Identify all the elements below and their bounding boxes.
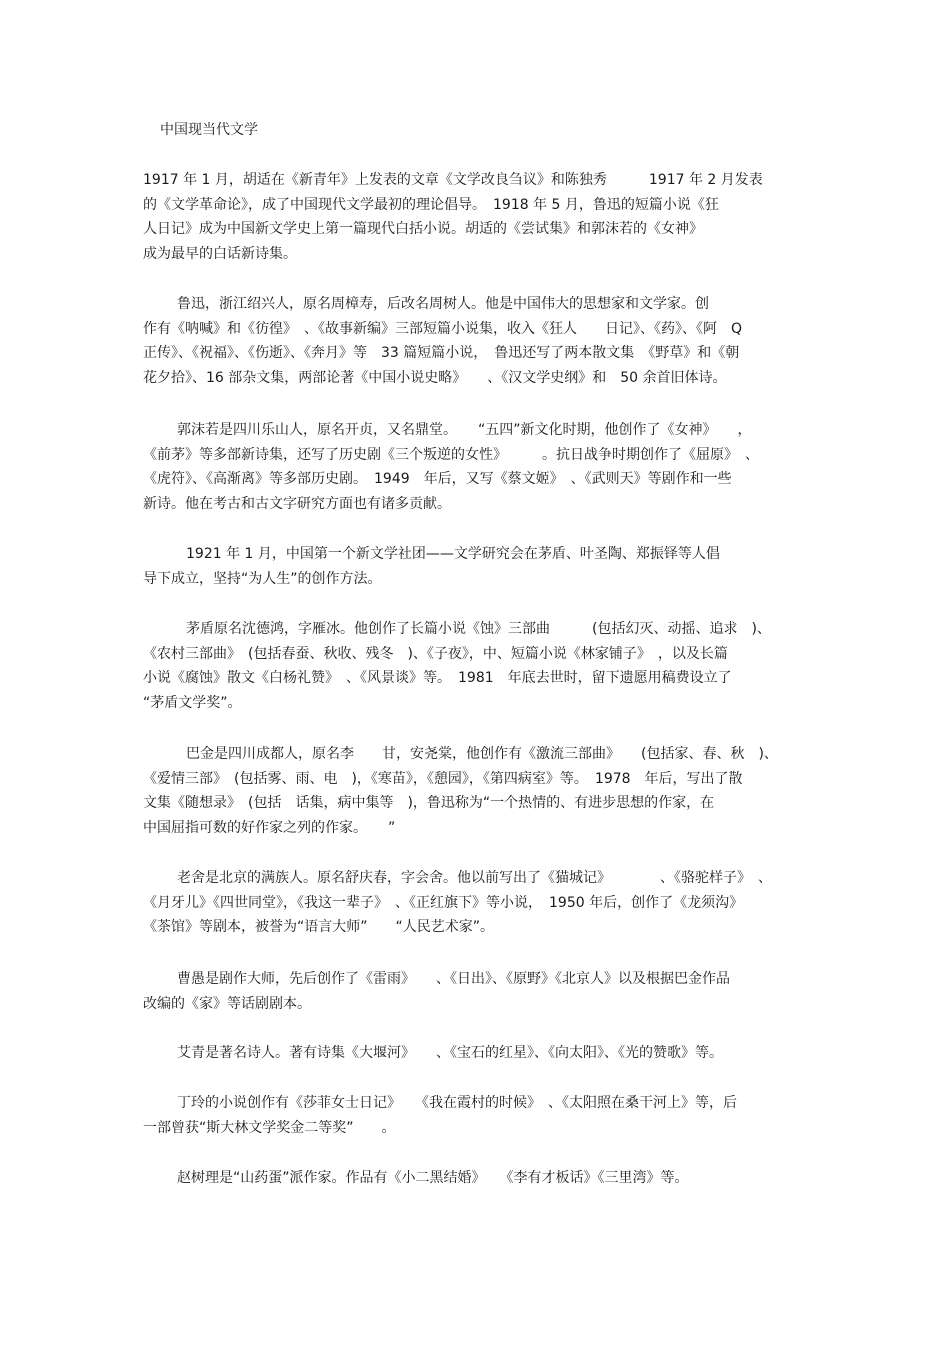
- paragraph-line: 郭沫若是四川乐山人，原名开贞，又名鼎堂。 “五四”新文化时期，他创作了《女神》 ，: [177, 422, 752, 438]
- paragraph-line: 艾青是著名诗人。著有诗集《大堰河》 、《宝石的红星》、《向太阳》、《光的赞歌》等。: [177, 1045, 723, 1061]
- paragraph-line: 中国屈指可数的好作家之列的作家。 ”: [143, 820, 396, 837]
- paragraph-line: 《虎符》、《高渐离》等多部历史剧。 1949 年后，又写《蔡文姬》 、《武则天》等剧作和一些: [143, 471, 732, 488]
- paragraph-line: 《茶馆》等剧本，被誉为“语言大师” “人民艺术家”。: [143, 919, 495, 936]
- paragraph-line: 改编的《家》等话剧剧本。: [143, 995, 311, 1012]
- paragraph-line: 赵树理是“山药蛋”派作家。作品有《小二黑结婚》 《李有才板话》《三里湾》等。: [177, 1170, 689, 1186]
- paragraph-line: “茅盾文学奖”。: [143, 695, 242, 712]
- paragraph-line: 1921 年 1 月，中国第一个新文学社团——文学研究会在茅盾、叶圣陶、郑振铎等人倡: [186, 546, 720, 562]
- paragraph-line: 茅盾原名沈德鸿，字雁冰。他创作了长篇小说《蚀》三部曲 (包括幻灭、动摇、追求 )、: [186, 621, 771, 637]
- paragraph-line: 文集《随想录》 (包括 话集，病中集等 )，鲁迅称为“一个热情的、有进步思想的作家，在: [143, 795, 715, 812]
- paragraph-line: 《月牙儿》《四世同堂》，《我这一辈子》 、《正红旗下》等小说， 1950 年后，创作了《龙须沟》: [143, 894, 744, 911]
- paragraph-line: 导下成立，坚持“为人生”的创作方法。: [143, 570, 382, 587]
- paragraph-line: 成为最早的白话新诗集。: [143, 246, 297, 263]
- paragraph-line: 曹愚是剧作大师，先后创作了《雷雨》 、《日出》、《原野》《北京人》以及根据巴金作品: [177, 971, 730, 987]
- paragraph-line: 《农村三部曲》 (包括春蚕、秋收、残冬 )、《子夜》，中、短篇小说《林家铺子》 ，以及长篇: [143, 645, 728, 662]
- paragraph-line: 小说《腐蚀》散文《白杨礼赞》 、《风景谈》等。 1981 年底去世时，留下遗愿用稿费设立了: [143, 670, 732, 687]
- paragraph-line: 花夕拾》、16 部杂文集，两部论著《中国小说史略》 、《汉文学史纲》和 50 余首旧体诗。: [143, 370, 727, 387]
- paragraph-line: 作有《呐喊》和《彷徨》 、《故事新编》三部短篇小说集，收入《狂人 日记》、《药》、《阿 Q: [143, 320, 743, 337]
- paragraph-line: 新诗。他在考古和古文字研究方面也有诸多贡献。: [143, 496, 451, 513]
- paragraph-line: 《爱情三部》 (包括雾、雨、电 )，《寒苗》，《憩园》，《第四病室》等。 1978 年后，写出了散: [143, 770, 743, 787]
- paragraph-line: 一部曾获“斯大林文学奖金二等奖” 。: [143, 1119, 396, 1136]
- paragraph-line: 《前茅》等多部新诗集，还写了历史剧《三个叛逆的女性》 。抗日战争时期创作了《屈原》 、: [143, 446, 759, 463]
- paragraph-line: 鲁迅，浙江绍兴人，原名周樟寿，后改名周树人。他是中国伟大的思想家和文学家。创: [177, 296, 709, 312]
- paragraph-line: 丁玲的小说创作有《莎菲女士日记》 《我在霞村的时候》 、《太阳照在桑干河上》等，后: [177, 1095, 737, 1111]
- paragraph-line: 老舍是北京的满族人。原名舒庆春，字会舍。他以前写出了《猫城记》 、《骆驼样子》 、: [177, 870, 772, 886]
- paragraph-line: 正传》、《祝福》、《伤逝》、《奔月》等 33 篇短篇小说， 鲁迅还写了两本散文集 《野草》和《朝: [143, 345, 740, 362]
- paragraph-line: 巴金是四川成都人，原名李 甘，安尧棠，他创作有《激流三部曲》 (包括家、春、秋 )、: [186, 746, 778, 762]
- document-title: 中国现当代文学: [160, 122, 258, 138]
- paragraph-line: 人日记》成为中国新文学史上第一篇现代白括小说。胡适的《尝试集》和郭沫若的《女神》: [143, 221, 703, 238]
- paragraph-line: 的《文学革命论》，成了中国现代文学最初的理论倡导。 1918 年 5 月，鲁迅的短篇小说《狂: [143, 196, 719, 213]
- paragraph-line: 1917 年 1 月，胡适在《新青年》上发表的文章《文学改良刍议》和陈独秀 1917 年 2 月发表: [143, 172, 763, 188]
